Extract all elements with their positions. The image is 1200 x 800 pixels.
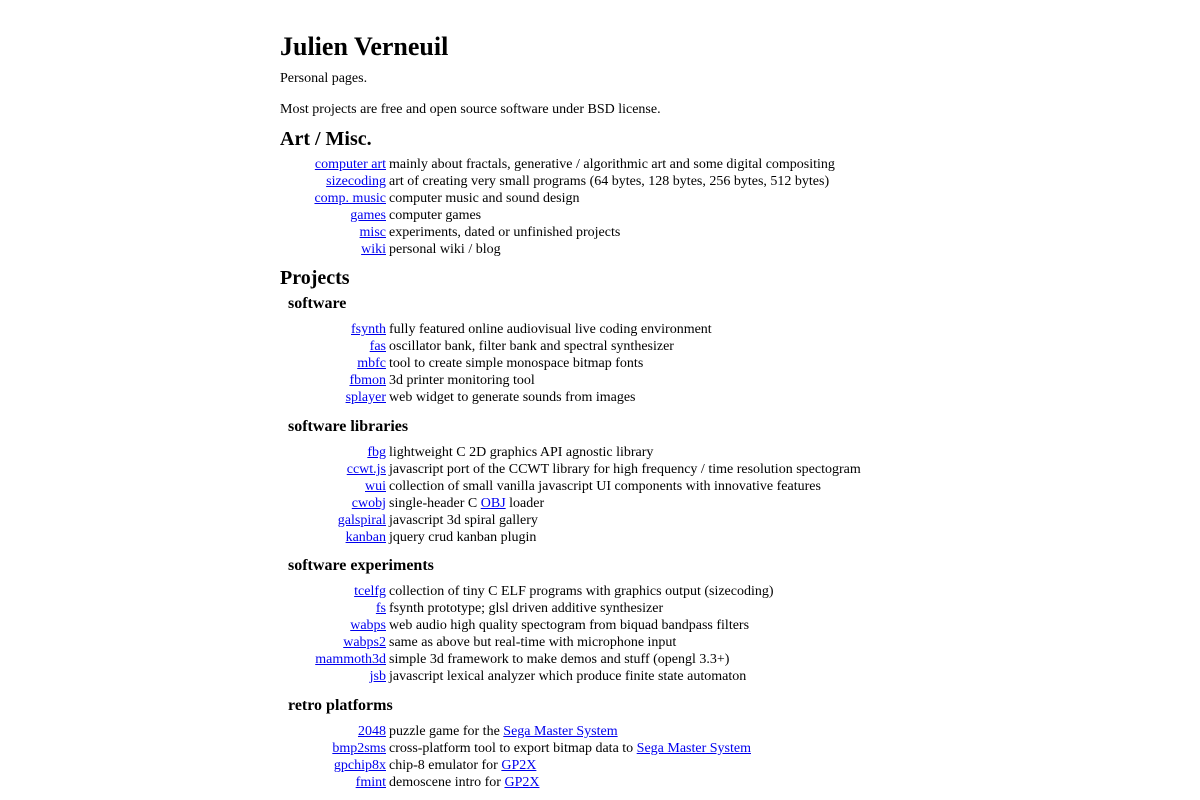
item-description: jquery crud kanban plugin: [389, 529, 537, 545]
gpchip8x-link[interactable]: gpchip8x: [333, 757, 386, 773]
list-item: [313, 462, 861, 479]
obj-link[interactable]: OBJ: [480, 495, 506, 511]
item-description: [386, 724, 751, 741]
list-item: [313, 242, 835, 259]
tcelfg-link[interactable]: tcelfg: [354, 584, 386, 600]
item-description: collection of tiny C ELF programs with graphics output (sizecoding): [389, 584, 774, 600]
art-misc-list: [313, 157, 835, 258]
item-description: computer music and sound design: [389, 190, 580, 206]
fs-link[interactable]: fs: [375, 601, 386, 617]
item-description: personal wiki / blog: [389, 241, 501, 257]
tagline: Personal pages.: [280, 71, 368, 86]
fbg-link[interactable]: fbg: [367, 444, 386, 460]
description-text: puzzle game for the: [389, 723, 504, 739]
item-description: [386, 775, 751, 792]
software-heading: software: [288, 295, 347, 313]
bmp2sms-link[interactable]: bmp2sms: [332, 740, 386, 756]
list-item: [313, 618, 774, 635]
item-description: fully featured online audiovisual live coding environment: [389, 322, 712, 338]
computer-art-link[interactable]: computer art: [314, 157, 386, 172]
list-item: [313, 496, 861, 513]
description-text: demoscene intro for: [389, 774, 505, 790]
list-item: [313, 191, 835, 208]
list-item: [313, 208, 835, 225]
list-item: [313, 373, 712, 390]
item-description: tool to create simple monospace bitmap fonts: [389, 356, 644, 372]
software-list: [313, 322, 712, 407]
mammoth3d-link[interactable]: mammoth3d: [315, 652, 386, 668]
fas-link[interactable]: fas: [369, 339, 386, 355]
comp-music-link[interactable]: comp. music: [314, 190, 386, 206]
item-description: javascript 3d spiral gallery: [389, 512, 538, 528]
gp2x-link[interactable]: GP2X: [504, 774, 540, 790]
page-content: [280, 0, 920, 791]
site-title: Julien Verneuil: [280, 32, 449, 61]
fmint-link[interactable]: fmint: [355, 774, 386, 790]
list-item: [313, 513, 861, 530]
software-experiments-list: [313, 584, 774, 685]
retro-platforms-list: [313, 724, 751, 792]
item-description: art of creating very small programs (64 bytes, 128 bytes, 256 bytes, 512 bytes): [389, 173, 830, 189]
software-experiments-heading: software experiments: [288, 557, 434, 575]
item-description: lightweight C 2D graphics API agnostic library: [389, 444, 654, 460]
fbmon-link[interactable]: fbmon: [349, 373, 386, 389]
sizecoding-link[interactable]: sizecoding: [326, 173, 386, 189]
list-item: [313, 322, 712, 339]
item-description: simple 3d framework to make demos and stuff (opengl 3.3+): [389, 652, 730, 668]
wiki-link[interactable]: wiki: [361, 241, 386, 257]
wui-link[interactable]: wui: [365, 478, 386, 494]
ccwt-js-link[interactable]: ccwt.js: [346, 461, 386, 477]
galspiral-link[interactable]: galspiral: [337, 512, 386, 528]
kanban-link[interactable]: kanban: [345, 529, 386, 545]
list-item: [313, 339, 712, 356]
misc-link[interactable]: misc: [359, 224, 386, 240]
list-item: [313, 741, 751, 758]
list-item: [313, 652, 774, 669]
item-description: [386, 496, 861, 513]
list-item: [313, 157, 835, 174]
mbfc-link[interactable]: mbfc: [357, 356, 386, 372]
item-description: [386, 741, 751, 758]
list-item: [313, 584, 774, 601]
list-item: [313, 356, 712, 373]
retro-platforms-heading: retro platforms: [288, 696, 393, 714]
item-description: javascript lexical analyzer which produce finite state automaton: [389, 668, 747, 684]
item-description: computer games: [389, 207, 482, 223]
description-text: chip-8 emulator for: [389, 757, 502, 773]
item-description: web widget to generate sounds from images: [389, 390, 636, 406]
list-item: [313, 530, 861, 547]
description-text: loader: [505, 495, 545, 511]
description-text: single-header C: [389, 495, 481, 511]
list-item: [313, 174, 835, 191]
list-item: [313, 479, 861, 496]
cwobj-link[interactable]: cwobj: [351, 495, 386, 511]
list-item: [313, 445, 861, 462]
wabps-link[interactable]: wabps: [350, 618, 386, 634]
list-item: [313, 775, 751, 792]
license-note: Most projects are free and open source software under BSD license.: [280, 102, 661, 117]
list-item: [313, 669, 774, 686]
sega-master-system-link[interactable]: Sega Master System: [503, 723, 618, 739]
games-link[interactable]: games: [350, 207, 386, 223]
projects-heading: Projects: [280, 267, 350, 290]
list-item: [313, 635, 774, 652]
wabps2-link[interactable]: wabps2: [343, 635, 386, 651]
item-description: oscillator bank, filter bank and spectral synthesizer: [389, 339, 674, 355]
list-item: [313, 758, 751, 775]
art-misc-heading: Art / Misc.: [280, 128, 372, 150]
game-2048-link[interactable]: 2048: [358, 723, 386, 739]
item-description: javascript port of the CCWT library for high frequency / time resolution spectogram: [389, 461, 861, 477]
item-description: fsynth prototype; glsl driven additive synthesizer: [389, 601, 664, 617]
description-text: cross-platform tool to export bitmap data to: [389, 740, 637, 756]
software-libraries-heading: software libraries: [288, 417, 409, 435]
list-item: [313, 390, 712, 407]
fsynth-link[interactable]: fsynth: [351, 322, 386, 338]
list-item: [313, 601, 774, 618]
item-description: experiments, dated or unfinished projects: [389, 224, 621, 240]
item-description: [386, 758, 751, 775]
list-item: [313, 225, 835, 242]
list-item: [313, 724, 751, 741]
gp2x-link[interactable]: GP2X: [501, 757, 537, 773]
software-libraries-list: [313, 445, 861, 546]
item-description: 3d printer monitoring tool: [389, 373, 535, 389]
item-description: mainly about fractals, generative / algorithmic art and some digital compositing: [389, 157, 835, 172]
jsb-link[interactable]: jsb: [369, 668, 386, 684]
item-description: web audio high quality spectogram from biquad bandpass filters: [389, 618, 750, 634]
sega-master-system-link[interactable]: Sega Master System: [636, 740, 751, 756]
item-description: collection of small vanilla javascript UI components with innovative features: [389, 478, 821, 494]
splayer-link[interactable]: splayer: [345, 390, 386, 406]
item-description: same as above but real-time with microphone input: [389, 635, 677, 651]
